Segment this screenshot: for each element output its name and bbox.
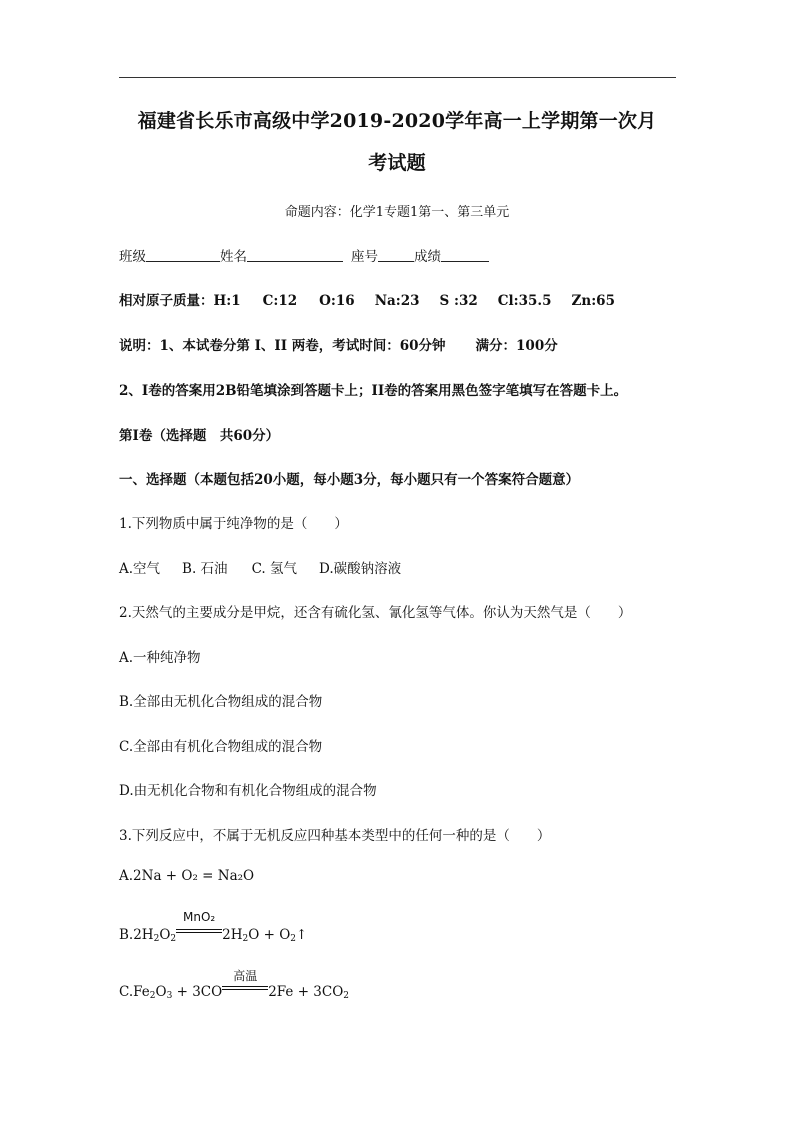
note-1-score: 满分：100分 [475,338,558,354]
name-blank [247,249,343,262]
seat-blank [378,249,414,262]
q1-option-c: C. 氢气 [251,561,297,577]
atomic-mass-na: Na:23 [374,293,420,309]
condition-label: 高温 [233,969,258,983]
q2-option-a: A.一种纯净物 [119,650,201,666]
reaction-condition-b [176,910,222,942]
score-blank [441,249,489,262]
question-1-stem: 1.下列物质中属于纯净物的是（ ） [119,516,348,532]
note-1 [119,334,558,354]
q2-option-c: C.全部由有机化合物组成的混合物 [119,739,323,755]
section-title: 第Ⅰ卷（选择题 共60分） [119,428,280,444]
q3-option-c: $C.Fe_2O_3 + 3CO$ 高温 $2Fe + 3CO_2$ [119,969,350,1001]
q3-option-a: A.2Na + O₂ = Na₂O [119,868,255,884]
exam-title-line2: 考试题 [368,152,426,174]
catalyst-label: MnO₂ [183,910,216,924]
atomic-mass-c: C:12 [262,293,298,309]
q2-option-d: D.由无机化合物和有机化合物组成的混合物 [119,783,377,799]
reaction-condition-c [222,969,268,999]
score-label: 成绩 [414,249,441,265]
question-1-options [119,557,401,577]
note-1-main: 说明：1、本试卷分第 I、II 两卷，考试时间：60分钟 [119,338,446,354]
q3-option-b: $B.2H_2O_2$ MnO₂ $2H_2O$ + $O_2↑$ [119,910,308,944]
note-2: 2、Ⅰ卷的答案用2B铅笔填涂到答题卡上；II卷的答案用黑色签字笔填写在答题卡上。 [119,383,628,399]
atomic-mass-row [119,289,615,309]
header-rule [119,77,676,78]
atomic-mass-cl: Cl:35.5 [497,293,552,309]
name-label: 姓名 [220,249,247,265]
atomic-mass-label: 相对原子质量： [119,293,214,309]
class-label: 班级 [119,249,146,265]
class-blank [146,249,220,262]
atomic-mass-zn: Zn:65 [571,293,615,309]
q1-option-d: D.碳酸钠溶液 [319,561,402,577]
q1-option-a: A.空气 [119,561,161,577]
q2-option-b: B.全部由无机化合物组成的混合物 [119,694,323,710]
exam-scope: 命题内容：化学1专题1第一、第三单元 [284,205,510,220]
exam-title-line1: 福建省长乐市高级中学2019-2020学年高一上学期第一次月 [137,110,657,132]
atomic-mass-s: S :32 [439,293,478,309]
question-3-stem: 3.下列反应中，不属于无机反应四种基本类型中的任何一种的是（ ） [119,828,551,844]
seat-label: 座号 [351,249,378,265]
equals-arrow [176,929,222,933]
q1-option-b: B. 石油 [182,561,228,577]
question-2-stem: 2.天然气的主要成分是甲烷，还含有硫化氢、氰化氢等气体。你认为天然气是（ ） [119,605,632,621]
atomic-mass-h: H:1 [213,293,241,309]
student-info-row [119,245,489,265]
section-heading: 一、选择题（本题包括20小题，每小题3分，每小题只有一个答案符合题意） [119,472,580,488]
equals-arrow [222,986,268,990]
atomic-mass-o: O:16 [319,293,355,309]
